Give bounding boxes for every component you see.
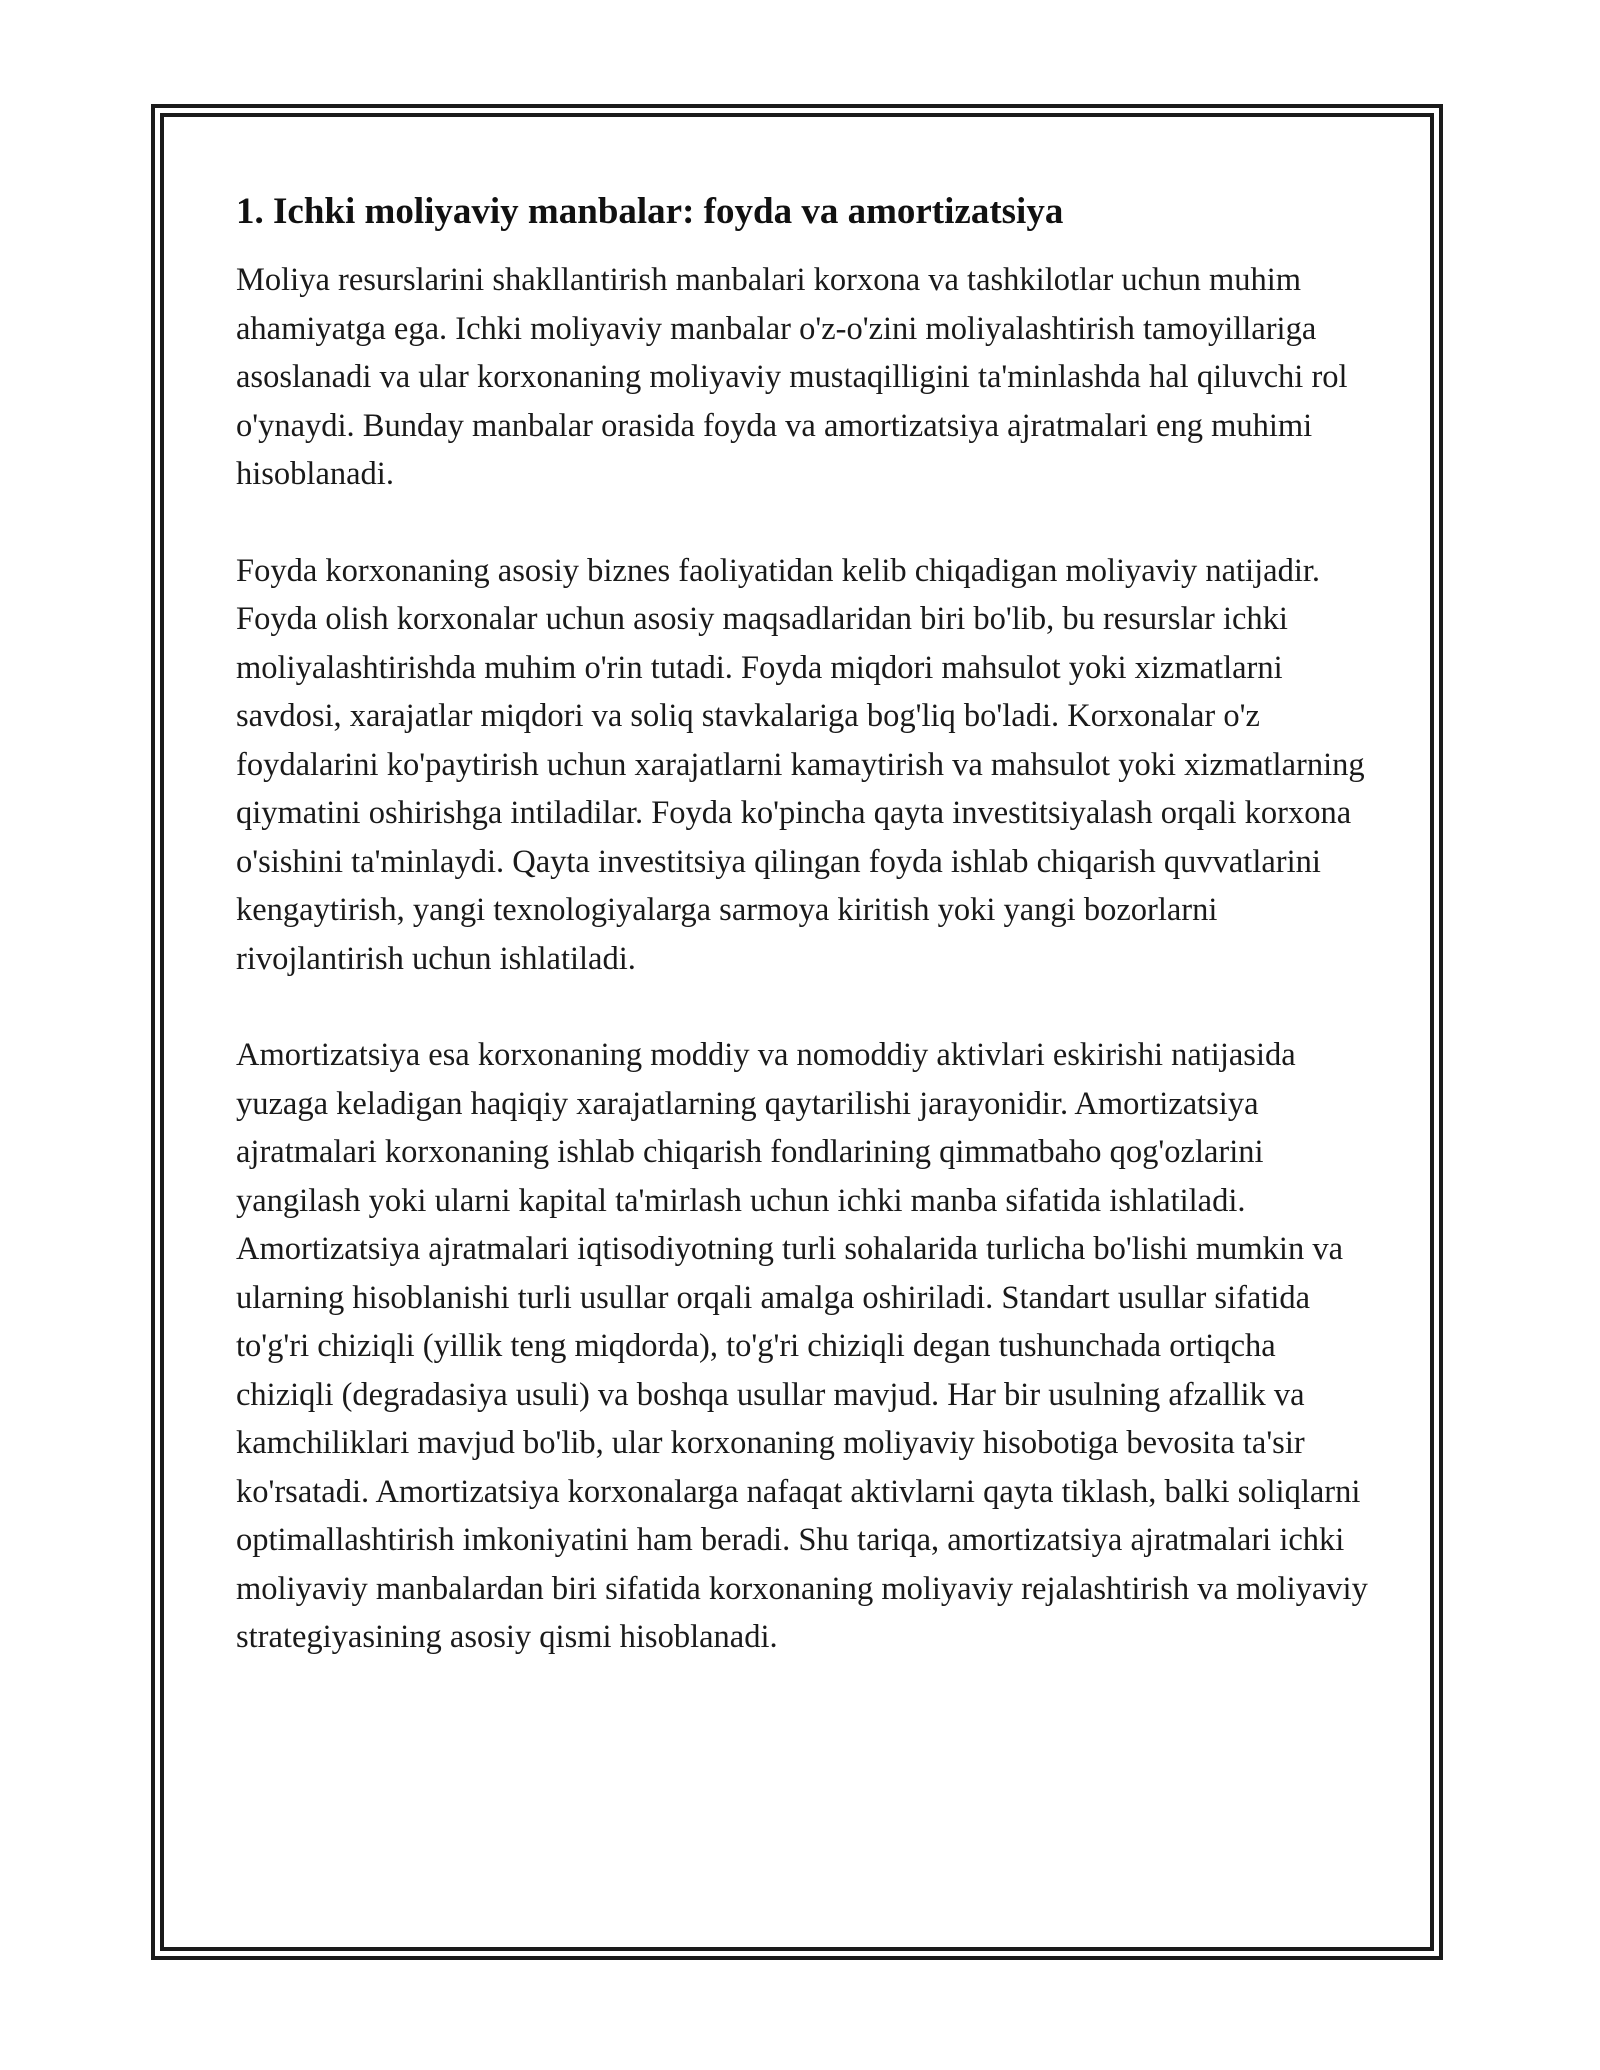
paragraph-foyda: Foyda korxonaning asosiy biznes faoliyatidan kelib chiqadigan moliyaviy natijadir. Foyda olish korxonalar uchun asosiy maqsadlaridan biri bo'lib, bu resurslar ichki moliyalashtirishda muhim o'rin tutadi. Foyda miqdori mahsulot yoki xizmatlarni savdosi, xarajatlar miqdori va soliq stavkalariga bog'liq bo'ladi. Korxonalar o'z foydalarini ko'paytirish uchun xarajatlarni kamaytirish va mahsulot yoki xizmatlarning qiymatini oshirishga intiladilar. Foyda ko'pincha qayta investitsiyalash orqali korxona o'sishini ta'minlaydi. Qayta investitsiya qilingan foyda ishlab chiqarish quvvatlarini kengaytirish, yangi texnologiyalarga sarmoya kiritish yoki yangi bozorlarni rivojlantirish uchun ishlatiladi. xyxy=(236,552,1365,977)
paragraph-intro: Moliya resurslarini shakllantirish manbalari korxona va tashkilotlar uchun muhim ahamiyatga ega. Ichki moliyaviy manbalar o'z-o'zini moliyalashtirish tamoyillariga asoslanadi va ular korxonaning moliyaviy mustaqilligini ta'minlashda hal qiluvchi rol o'ynaydi. Bunday manbalar orasida foyda va amortizatsiya ajratmalari eng muhimi hisoblanadi. xyxy=(236,262,1348,492)
section-heading: 1. Ichki moliyaviy manbalar: foyda va amortizatsiya xyxy=(236,191,1064,232)
paragraph-amortizatsiya: Amortizatsiya esa korxonaning moddiy va nomoddiy aktivlari eskirishi natijasida yuzaga keladigan haqiqiy xarajatlarning qaytarilishi jarayonidir. Amortizatsiya ajratmalari korxonaning ishlab chiqarish fondlarining qimmatbaho qog'ozlarini yangilash yoki ularni kapital ta'mirlash uchun ichki manba sifatida ishlatiladi. Amortizatsiya ajratmalari iqtisodiyotning turli sohalarida turlicha bo'lishi mumkin va ularning hisoblanishi turli usullar orqali amalga oshiriladi. Standart usullar sifatida to'g'ri chiziqli (yillik teng miqdorda), to'g'ri chiziqli degan tushunchada ortiqcha chiziqli (degradasiya usuli) va boshqa usullar mavjud. Har bir usulning afzallik va kamchiliklari mavjud bo'lib, ular korxonaning moliyaviy hisobotiga bevosita ta'sir ko'rsatadi. Amortizatsiya korxonalarga nafaqat aktivlarni qayta tiklash, balki soliqlarni optimallashtirish imkoniyatini ham beradi. Shu tariqa, amortizatsiya ajratmalari ichki moliyaviy manbalardan biri sifatida korxonaning moliyaviy rejalashtirish va moliyaviy strategiyasining asosiy qismi hisoblanadi. xyxy=(236,1037,1368,1655)
document-body xyxy=(236,186,1371,1710)
